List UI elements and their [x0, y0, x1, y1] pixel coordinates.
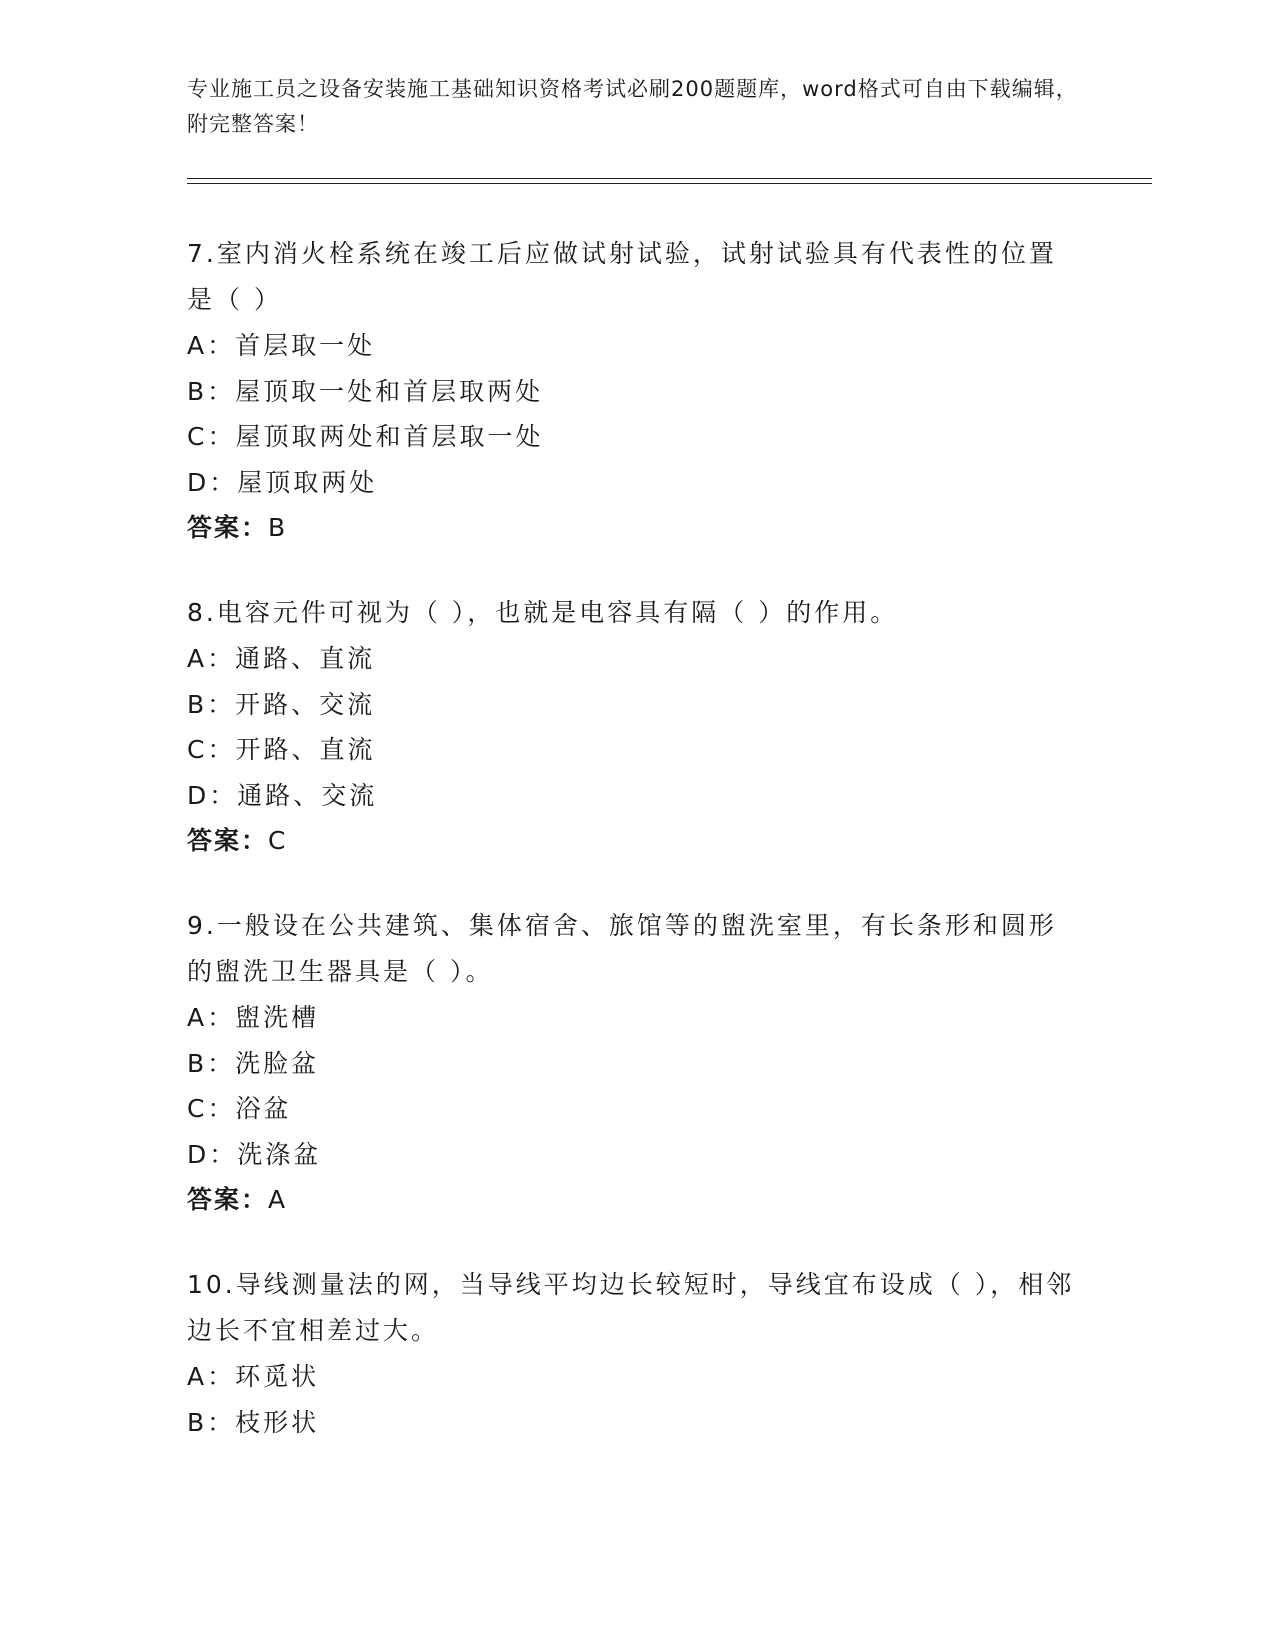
option-c: C：屋顶取两处和首层取一处	[187, 422, 544, 451]
option-d: D：通路、交流	[187, 780, 378, 810]
option-b: B：洗脸盆	[187, 1048, 320, 1078]
answer-line	[187, 505, 1077, 551]
option-a: A：环觅状	[187, 1362, 320, 1391]
question-8	[187, 590, 1077, 864]
option-b: B：屋顶取一处和首层取两处	[187, 376, 544, 406]
option-b: B：开路、交流	[187, 689, 376, 719]
answer-label: 答案：	[187, 1185, 269, 1214]
question-9	[187, 903, 1077, 1223]
question-stem: 8.电容元件可视为（ ），也就是电容具有隔（ ）的作用。	[187, 598, 899, 627]
option-a: A：盥洗槽	[187, 1003, 320, 1032]
option-b: B：枝形状	[187, 1407, 320, 1437]
header-rule-top	[187, 178, 1152, 179]
answer-line	[187, 818, 1077, 864]
option-d: D：屋顶取两处	[187, 467, 378, 497]
answer-value: C	[268, 826, 288, 855]
answer-line	[187, 1177, 1077, 1223]
question-list	[187, 231, 1077, 1484]
question-7	[187, 231, 1077, 551]
answer-value: A	[268, 1185, 288, 1214]
question-10	[187, 1262, 1077, 1445]
header-rule-bottom	[187, 183, 1152, 184]
answer-label: 答案：	[187, 513, 269, 542]
option-d: D：洗涤盆	[187, 1139, 322, 1169]
question-stem: 7.室内消火栓系统在竣工后应做试射试验，试射试验具有代表性的位置是（ ）	[187, 239, 1057, 314]
question-stem: 10.导线测量法的网，当导线平均边长较短时，导线宜布设成（ ），相邻边长不宜相差过大。	[187, 1270, 1075, 1345]
option-a: A：通路、直流	[187, 644, 376, 673]
option-c: C：浴盆	[187, 1094, 292, 1123]
answer-value: B	[268, 513, 288, 542]
option-a: A：首层取一处	[187, 331, 376, 360]
option-c: C：开路、直流	[187, 735, 376, 764]
question-stem: 9.一般设在公共建筑、集体宿舍、旅馆等的盥洗室里，有长条形和圆形的盥洗卫生器具是（ ）。	[187, 911, 1057, 986]
document-header: 专业施工员之设备安装施工基础知识资格考试必刷200题题库，word格式可自由下载编辑，附完整答案！	[187, 77, 1078, 136]
answer-label: 答案：	[187, 826, 269, 855]
